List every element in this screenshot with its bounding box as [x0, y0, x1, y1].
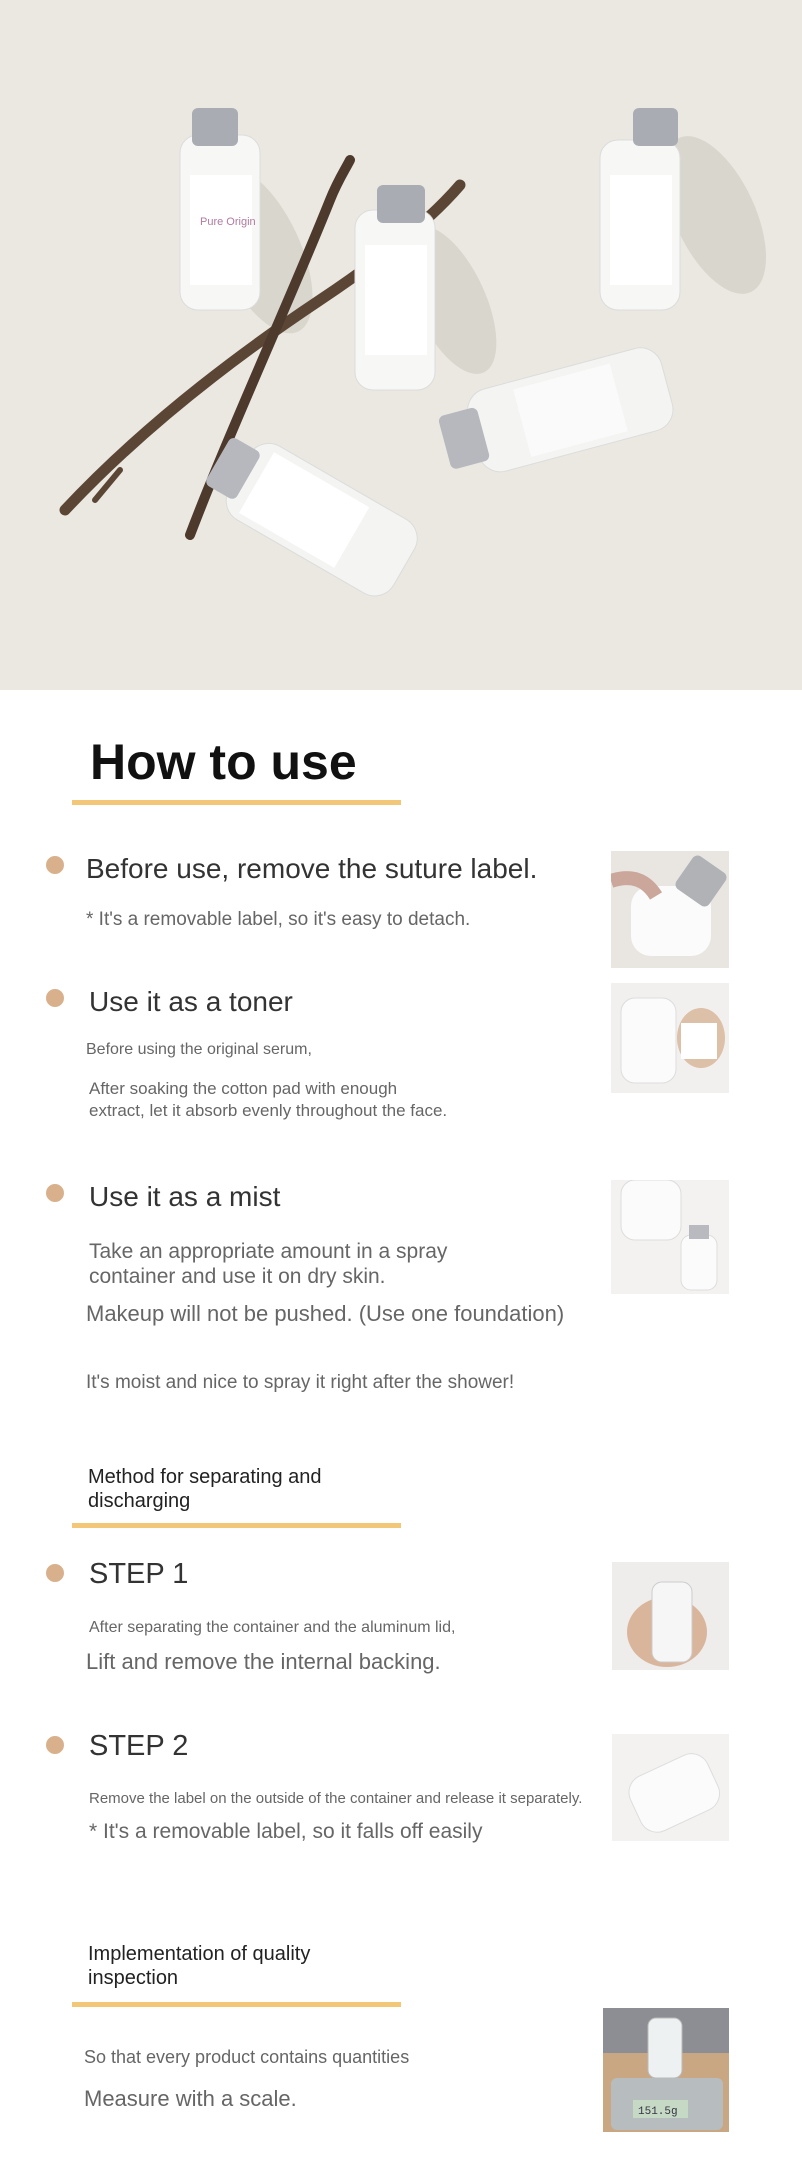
item-text: container and use it on dry skin.	[89, 1265, 386, 1288]
section-title-separation: Method for separating and	[88, 1466, 322, 1488]
photo-toner-cotton-pad	[611, 983, 729, 1093]
quality-text: So that every product contains quantities	[84, 2047, 410, 2067]
photo-mist-bottles	[611, 1180, 729, 1294]
photo-step-2	[612, 1734, 729, 1841]
step-1-title: STEP 1	[89, 1558, 189, 1590]
item-text: Before using the original serum,	[86, 1041, 312, 1058]
photo-remove-label	[611, 851, 729, 968]
section-title-quality: Implementation of quality	[88, 1943, 311, 1965]
photo-scale	[603, 2008, 729, 2132]
bullet-dot	[46, 1736, 64, 1754]
item-title-toner: Use it as a toner	[89, 986, 293, 1017]
bullet-dot	[46, 856, 64, 874]
step-text: * It's a removable label, so it falls off easily	[89, 1820, 483, 1843]
item-title-remove-label: Before use, remove the suture label.	[86, 853, 538, 884]
item-text: Makeup will not be pushed. (Use one foundation)	[86, 1301, 565, 1326]
title-underline	[72, 800, 401, 805]
scale-readout: 151.5g	[638, 2106, 678, 2118]
how-to-use-title: How to use	[90, 734, 357, 790]
step-text: After separating the container and the aluminum lid,	[89, 1619, 456, 1636]
item-text: Take an appropriate amount in a spray	[89, 1240, 448, 1263]
step-2-title: STEP 2	[89, 1730, 189, 1762]
item-text: After soaking the cotton pad with enough	[89, 1079, 398, 1098]
hero-product-photo	[0, 0, 802, 690]
bullet-dot	[46, 1184, 64, 1202]
item-text: * It's a removable label, so it's easy to detach.	[86, 909, 471, 930]
photo-step-1	[612, 1562, 729, 1670]
bottle-label-text: Pure Origin	[200, 216, 256, 228]
section-title-separation-line2: discharging	[88, 1490, 191, 1512]
title-underline	[72, 2002, 401, 2007]
quality-text: Measure with a scale.	[84, 2086, 297, 2111]
bullet-dot	[46, 989, 64, 1007]
title-underline	[72, 1523, 401, 1528]
step-text: Lift and remove the internal backing.	[86, 1649, 441, 1674]
item-text: It's moist and nice to spray it right after the shower!	[86, 1372, 515, 1393]
item-title-mist: Use it as a mist	[89, 1181, 281, 1212]
section-title-quality-line2: inspection	[88, 1967, 179, 1989]
item-text: extract, let it absorb evenly throughout the face.	[89, 1101, 448, 1120]
bullet-dot	[46, 1564, 64, 1582]
step-text: Remove the label on the outside of the container and release it separately.	[89, 1790, 583, 1807]
